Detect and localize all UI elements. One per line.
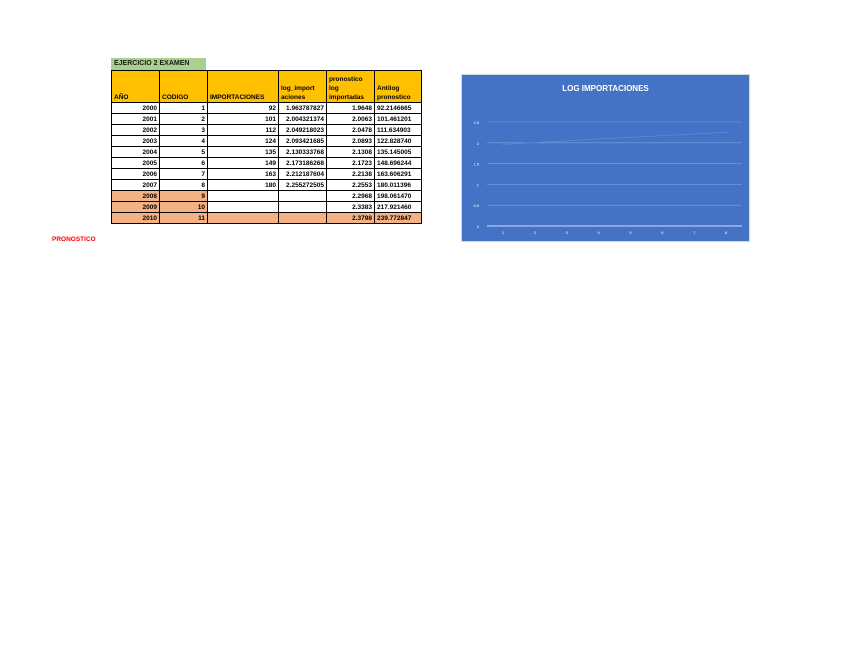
cell-year[interactable]: 2005 xyxy=(112,158,160,169)
series-line xyxy=(503,132,726,144)
cell-code[interactable]: 11 xyxy=(160,213,208,224)
log-imports-chart[interactable] xyxy=(461,74,750,242)
header-year[interactable]: AÑO xyxy=(112,71,160,103)
cell-year[interactable]: 2004 xyxy=(112,147,160,158)
cell-antilog-forecast[interactable]: 163.606291 xyxy=(375,169,422,180)
table-row xyxy=(112,103,422,114)
table-row xyxy=(112,202,422,213)
table-row xyxy=(112,158,422,169)
table-row xyxy=(112,180,422,191)
cell-code[interactable]: 3 xyxy=(160,125,208,136)
y-tick-label: 1 xyxy=(476,182,479,188)
cell-log-forecast[interactable]: 2.1723 xyxy=(327,158,375,169)
cell-antilog-forecast[interactable]: 239.772847 xyxy=(375,213,422,224)
cell-log-imports[interactable]: 2.049218023 xyxy=(279,125,327,136)
cell-log-forecast[interactable]: 2.3383 xyxy=(327,202,375,213)
cell-code[interactable]: 4 xyxy=(160,136,208,147)
chart-plot xyxy=(462,75,751,243)
y-tick-label: 2 xyxy=(476,140,479,146)
cell-antilog-forecast[interactable]: 217.921460 xyxy=(375,202,422,213)
data-point xyxy=(598,138,599,139)
data-point xyxy=(566,140,567,141)
cell-log-forecast[interactable]: 2.2968 xyxy=(327,191,375,202)
header-code[interactable]: CODIGO xyxy=(160,71,208,103)
table-row xyxy=(112,136,422,147)
cell-code[interactable]: 7 xyxy=(160,169,208,180)
cell-log-forecast[interactable]: 2.0063 xyxy=(327,114,375,125)
cell-log-forecast[interactable]: 2.3798 xyxy=(327,213,375,224)
cell-antilog-forecast[interactable]: 122.828740 xyxy=(375,136,422,147)
x-tick-label: 8 xyxy=(724,230,728,235)
y-tick-label: 0 xyxy=(476,224,479,229)
y-tick-label: 0.5 xyxy=(473,203,479,209)
cell-imports[interactable] xyxy=(208,191,279,202)
table-row xyxy=(112,213,422,224)
data-point xyxy=(662,135,663,136)
cell-year[interactable]: 2001 xyxy=(112,114,160,125)
cell-imports[interactable] xyxy=(208,213,279,224)
cell-code[interactable]: 5 xyxy=(160,147,208,158)
cell-imports[interactable]: 124 xyxy=(208,136,279,147)
forecast-label: PRONOSTICO xyxy=(52,236,96,243)
x-tick-label: 5 xyxy=(629,230,632,235)
cell-code[interactable]: 6 xyxy=(160,158,208,169)
chart-title: LOG IMPORTACIONES xyxy=(562,84,649,93)
data-point xyxy=(502,144,503,145)
cell-antilog-forecast[interactable]: 180.011396 xyxy=(375,180,422,191)
data-point xyxy=(694,133,695,134)
cell-log-forecast[interactable]: 2.2138 xyxy=(327,169,375,180)
x-tick-label: 3 xyxy=(565,230,568,235)
cell-log-imports[interactable]: 1.963787827 xyxy=(279,103,327,114)
cell-imports[interactable]: 163 xyxy=(208,169,279,180)
cell-log-imports[interactable]: 2.173186268 xyxy=(279,158,327,169)
cell-log-imports[interactable] xyxy=(279,191,327,202)
y-tick-label: 2.5 xyxy=(473,120,479,125)
cell-log-imports[interactable]: 2.130333768 xyxy=(279,147,327,158)
cell-log-forecast[interactable]: 1.9648 xyxy=(327,103,375,114)
x-tick-label: 2 xyxy=(533,230,536,235)
x-tick-label: 6 xyxy=(661,230,664,235)
cell-antilog-forecast[interactable]: 148.696244 xyxy=(375,158,422,169)
cell-code[interactable]: 8 xyxy=(160,180,208,191)
cell-log-forecast[interactable]: 2.0893 xyxy=(327,136,375,147)
table-row xyxy=(112,125,422,136)
cell-antilog-forecast[interactable]: 198.061470 xyxy=(375,191,422,202)
cell-log-imports[interactable] xyxy=(279,202,327,213)
header-antilog-forecast[interactable]: Antilog pronostico xyxy=(375,71,422,103)
x-tick-label: 4 xyxy=(597,230,600,235)
data-point xyxy=(725,132,726,133)
cell-log-imports[interactable]: 2.255272505 xyxy=(279,180,327,191)
cell-log-imports[interactable]: 2.093421685 xyxy=(279,136,327,147)
cell-year[interactable]: 2002 xyxy=(112,125,160,136)
cell-imports[interactable] xyxy=(208,202,279,213)
cell-log-imports[interactable]: 2.004321374 xyxy=(279,114,327,125)
cell-log-forecast[interactable]: 2.2553 xyxy=(327,180,375,191)
data-table xyxy=(111,70,422,224)
x-tick-label: 1 xyxy=(501,230,505,235)
header-log-forecast[interactable]: pronostico log importadas xyxy=(327,71,375,103)
cell-imports[interactable]: 101 xyxy=(208,114,279,125)
cell-log-forecast[interactable]: 2.1308 xyxy=(327,147,375,158)
cell-imports[interactable]: 149 xyxy=(208,158,279,169)
cell-year[interactable]: 2009 xyxy=(112,202,160,213)
table-row xyxy=(112,169,422,180)
y-tick-label: 1.5 xyxy=(473,161,479,167)
data-point xyxy=(534,142,535,143)
table-row xyxy=(112,147,422,158)
cell-year[interactable]: 2010 xyxy=(112,213,160,224)
header-log-imports[interactable]: log_import aciones xyxy=(279,71,327,103)
cell-code[interactable]: 9 xyxy=(160,191,208,202)
cell-imports[interactable]: 112 xyxy=(208,125,279,136)
header-imports[interactable]: IMPORTACIONES xyxy=(208,71,279,103)
data-point xyxy=(630,137,631,138)
sheet-title: EJERCICIO 2 EXAMEN xyxy=(111,58,206,70)
cell-antilog-forecast[interactable]: 92.2146665 xyxy=(375,103,422,114)
cell-imports[interactable]: 135 xyxy=(208,147,279,158)
cell-imports[interactable]: 180 xyxy=(208,180,279,191)
cell-year[interactable]: 2008 xyxy=(112,191,160,202)
cell-year[interactable]: 2006 xyxy=(112,169,160,180)
table-row xyxy=(112,191,422,202)
x-tick-label: 7 xyxy=(693,230,696,235)
cell-antilog-forecast[interactable]: 111.634903 xyxy=(375,125,422,136)
cell-year[interactable]: 2007 xyxy=(112,180,160,191)
table-row xyxy=(112,114,422,125)
cell-antilog-forecast[interactable]: 135.145005 xyxy=(375,147,422,158)
cell-year[interactable]: 2000 xyxy=(112,103,160,114)
cell-log-forecast[interactable]: 2.0478 xyxy=(327,125,375,136)
cell-code[interactable]: 10 xyxy=(160,202,208,213)
cell-code[interactable]: 1 xyxy=(160,103,208,114)
cell-antilog-forecast[interactable]: 101.461201 xyxy=(375,114,422,125)
cell-year[interactable]: 2003 xyxy=(112,136,160,147)
cell-imports[interactable]: 92 xyxy=(208,103,279,114)
cell-log-imports[interactable] xyxy=(279,213,327,224)
header-row xyxy=(112,71,422,103)
cell-log-imports[interactable]: 2.212187604 xyxy=(279,169,327,180)
cell-code[interactable]: 2 xyxy=(160,114,208,125)
